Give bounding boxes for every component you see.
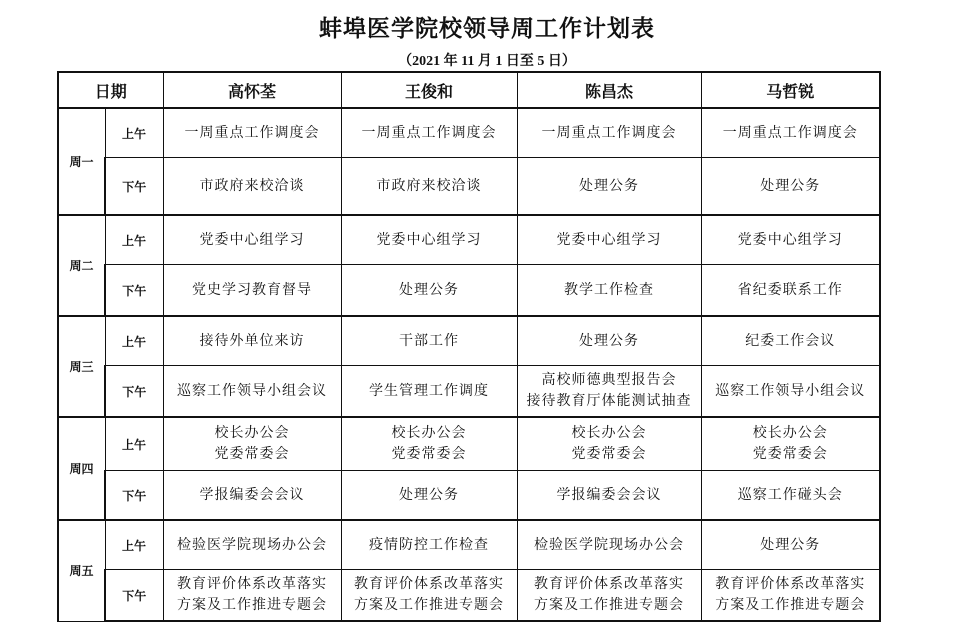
schedule-entry: 党委常委会 <box>214 446 290 462</box>
schedule-cell <box>341 316 517 366</box>
schedule-cell <box>701 215 880 265</box>
afternoon-label: 下午 <box>105 158 163 216</box>
schedule-cell <box>341 471 517 521</box>
schedule-entry: 接待教育厅体能测试抽查 <box>526 393 692 409</box>
afternoon-label: 下午 <box>105 570 163 622</box>
weekday-label: 周五 <box>58 520 105 621</box>
schedule-entry: 一周重点工作调度会 <box>722 124 858 141</box>
schedule-entry: 教育评价体系改革落实 <box>715 576 866 592</box>
schedule-entry: 干部工作 <box>399 332 460 349</box>
schedule-entry: 党委常委会 <box>571 446 647 462</box>
schedule-cell <box>163 316 341 366</box>
schedule-entry: 处理公务 <box>399 281 460 298</box>
schedule-entry: 校长办公会 <box>214 425 290 441</box>
afternoon-label: 下午 <box>105 366 163 418</box>
schedule-entry: 教育评价体系改革落实 <box>354 576 505 592</box>
schedule-cell <box>341 520 517 570</box>
afternoon-label: 下午 <box>105 471 163 521</box>
schedule-entry: 市政府来校洽谈 <box>376 177 482 194</box>
date-column-header: 日期 <box>58 72 163 108</box>
schedule-entry: 省纪委联系工作 <box>737 281 843 298</box>
schedule-cell <box>163 265 341 317</box>
schedule-row <box>58 316 880 366</box>
schedule-cell <box>163 215 341 265</box>
schedule-cell <box>701 158 880 216</box>
schedule-cell <box>701 471 880 521</box>
schedule-cell <box>517 520 701 570</box>
schedule-row <box>58 265 880 317</box>
morning-label: 上午 <box>105 417 163 471</box>
schedule-entry: 学报编委会会议 <box>556 486 662 503</box>
leader-header: 马哲锐 <box>701 72 880 108</box>
morning-label: 上午 <box>105 215 163 265</box>
schedule-cell <box>517 316 701 366</box>
schedule-cell <box>517 417 701 471</box>
morning-label: 上午 <box>105 316 163 366</box>
schedule-entry: 党委常委会 <box>752 446 828 462</box>
schedule-entry: 党委中心组学习 <box>556 231 662 248</box>
schedule-row <box>58 366 880 418</box>
schedule-entry: 接待外单位来访 <box>199 332 305 349</box>
schedule-entry: 巡察工作碰头会 <box>737 486 843 503</box>
schedule-entry: 方案及工作推进专题会 <box>715 597 866 613</box>
schedule-entry: 一周重点工作调度会 <box>184 124 320 141</box>
morning-label: 上午 <box>105 108 163 158</box>
schedule-entry: 党委常委会 <box>391 446 467 462</box>
schedule-entry: 一周重点工作调度会 <box>541 124 677 141</box>
schedule-cell <box>517 108 701 158</box>
date-range-subtitle: （2021 年 11 月 1 日至 5 日） <box>398 54 576 69</box>
schedule-entry: 市政府来校洽谈 <box>199 177 305 194</box>
schedule-cell <box>163 471 341 521</box>
schedule-entry: 党史学习教育督导 <box>192 281 313 298</box>
morning-label: 上午 <box>105 520 163 570</box>
weekly-schedule-table <box>57 71 881 622</box>
schedule-entry: 巡察工作领导小组会议 <box>177 382 328 399</box>
leader-header: 高怀荃 <box>163 72 341 108</box>
schedule-entry: 检验医学院现场办公会 <box>534 536 685 553</box>
header-row <box>58 72 880 108</box>
schedule-entry: 校长办公会 <box>752 425 828 441</box>
schedule-cell <box>341 158 517 216</box>
schedule-entry: 教育评价体系改革落实 <box>177 576 328 592</box>
weekday-label: 周一 <box>58 108 105 215</box>
schedule-row <box>58 108 880 158</box>
schedule-entry: 党委中心组学习 <box>737 231 843 248</box>
schedule-entry: 党委中心组学习 <box>376 231 482 248</box>
schedule-cell <box>163 158 341 216</box>
schedule-entry: 教育评价体系改革落实 <box>534 576 685 592</box>
schedule-cell <box>517 158 701 216</box>
schedule-cell <box>163 366 341 418</box>
page-title: 蚌埠医学院校领导周工作计划表 <box>319 16 655 42</box>
schedule-cell <box>163 417 341 471</box>
schedule-entry: 巡察工作领导小组会议 <box>715 382 866 399</box>
schedule-row <box>58 520 880 570</box>
leader-header: 陈昌杰 <box>517 72 701 108</box>
schedule-entry: 一周重点工作调度会 <box>361 124 497 141</box>
schedule-entry: 纪委工作会议 <box>745 332 836 349</box>
schedule-entry: 检验医学院现场办公会 <box>177 536 328 553</box>
schedule-cell <box>163 108 341 158</box>
schedule-entry: 方案及工作推进专题会 <box>354 597 505 613</box>
schedule-cell <box>517 471 701 521</box>
schedule-cell <box>341 215 517 265</box>
schedule-cell <box>701 417 880 471</box>
leader-header: 王俊和 <box>341 72 517 108</box>
schedule-body <box>58 108 880 621</box>
schedule-entry: 学报编委会会议 <box>199 486 305 503</box>
weekday-label: 周二 <box>58 215 105 316</box>
schedule-row <box>58 215 880 265</box>
schedule-cell <box>517 570 701 622</box>
schedule-entry: 处理公务 <box>579 332 640 349</box>
schedule-row <box>58 417 880 471</box>
schedule-cell <box>517 265 701 317</box>
schedule-cell <box>341 108 517 158</box>
schedule-entry: 方案及工作推进专题会 <box>177 597 328 613</box>
schedule-entry: 处理公务 <box>760 177 821 194</box>
afternoon-label: 下午 <box>105 265 163 317</box>
schedule-entry: 党委中心组学习 <box>199 231 305 248</box>
schedule-entry: 方案及工作推进专题会 <box>534 597 685 613</box>
schedule-entry: 学生管理工作调度 <box>369 382 490 399</box>
schedule-entry: 高校师德典型报告会 <box>541 372 677 388</box>
schedule-entry: 处理公务 <box>579 177 640 194</box>
weekday-label: 周三 <box>58 316 105 417</box>
schedule-entry: 教学工作检查 <box>564 281 655 298</box>
schedule-row <box>58 471 880 521</box>
schedule-entry: 校长办公会 <box>571 425 647 441</box>
schedule-cell <box>163 520 341 570</box>
schedule-cell <box>701 265 880 317</box>
schedule-cell <box>701 366 880 418</box>
schedule-row <box>58 570 880 622</box>
schedule-entry: 处理公务 <box>760 536 821 553</box>
schedule-entry: 疫情防控工作检查 <box>369 536 490 553</box>
schedule-cell <box>341 417 517 471</box>
schedule-cell <box>517 366 701 418</box>
weekday-label: 周四 <box>58 417 105 520</box>
schedule-cell <box>701 108 880 158</box>
schedule-cell <box>517 215 701 265</box>
schedule-entry: 校长办公会 <box>391 425 467 441</box>
schedule-cell <box>341 265 517 317</box>
schedule-cell <box>341 570 517 622</box>
schedule-cell <box>701 316 880 366</box>
schedule-entry: 处理公务 <box>399 486 460 503</box>
schedule-row <box>58 158 880 216</box>
schedule-cell <box>163 570 341 622</box>
schedule-cell <box>701 520 880 570</box>
schedule-cell <box>341 366 517 418</box>
schedule-cell <box>701 570 880 622</box>
